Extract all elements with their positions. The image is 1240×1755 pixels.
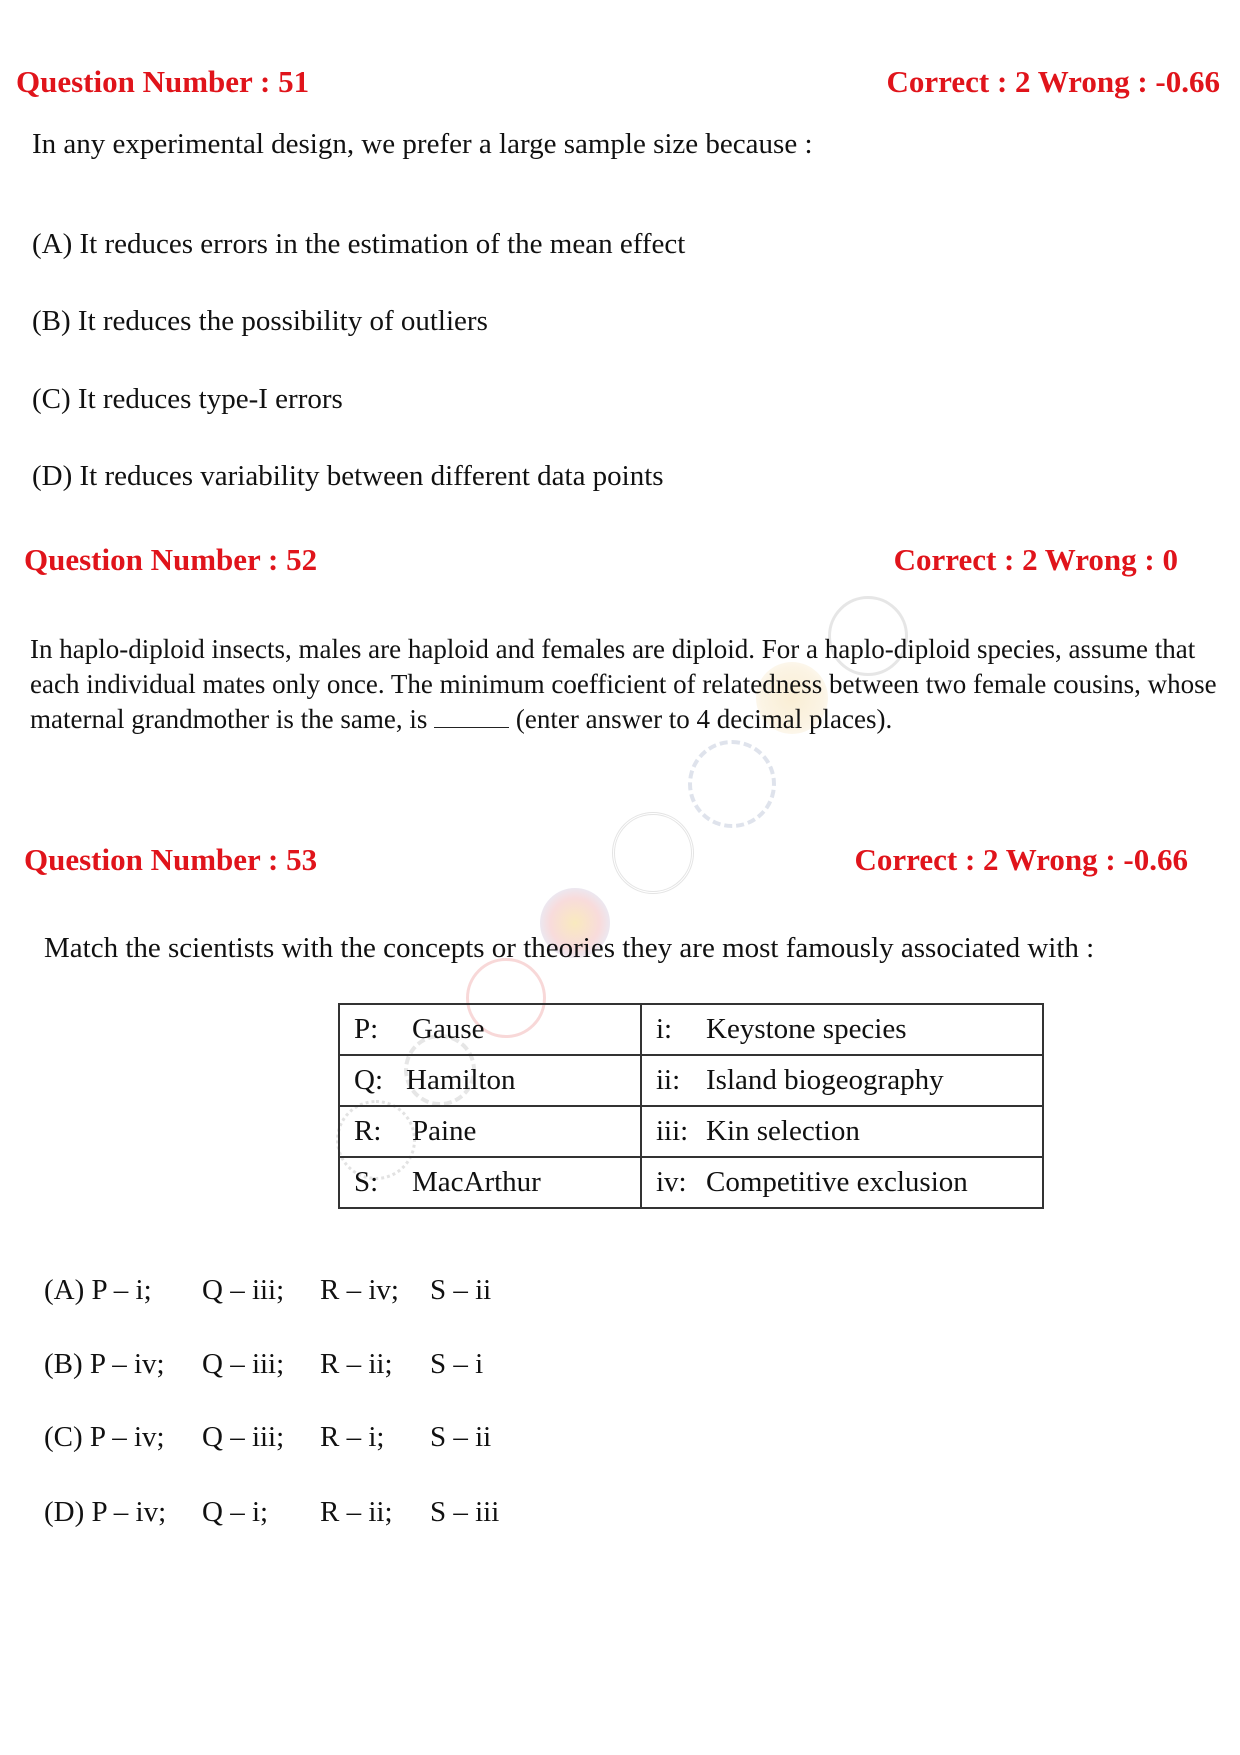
table-cell-concept xyxy=(641,1157,1043,1208)
row-key: S: xyxy=(354,1166,379,1198)
q53-option-a xyxy=(44,1274,491,1307)
table-row xyxy=(339,1004,1043,1055)
q53-header: Question Number : 53 xyxy=(24,842,318,877)
table-cell-concept xyxy=(641,1004,1043,1055)
watermark-seal xyxy=(612,812,694,894)
concept-name: Competitive exclusion xyxy=(706,1166,968,1198)
scientist-name: Gause xyxy=(412,1013,485,1045)
option-part: S – iii xyxy=(430,1496,500,1528)
scientist-name: MacArthur xyxy=(412,1166,541,1198)
table-row xyxy=(339,1157,1043,1208)
watermark-gear xyxy=(688,740,776,828)
q51-option-b: (B) It reduces the possibility of outliers xyxy=(32,305,488,337)
q51-question: In any experimental design, we prefer a large sample size because : xyxy=(32,128,813,160)
option-part: S – ii xyxy=(430,1421,492,1453)
q53-marks: Correct : 2 Wrong : -0.66 xyxy=(854,842,1188,877)
concept-name: Island biogeography xyxy=(706,1064,944,1096)
option-part: S – i xyxy=(430,1348,484,1380)
row-key: ii: xyxy=(656,1064,681,1096)
table-cell-scientist xyxy=(339,1055,641,1106)
row-key: i: xyxy=(656,1013,673,1045)
table-row xyxy=(339,1106,1043,1157)
concept-name: Kin selection xyxy=(706,1115,860,1147)
row-key: Q: xyxy=(354,1064,383,1096)
q53-option-b xyxy=(44,1348,483,1381)
concept-name: Keystone species xyxy=(706,1013,907,1045)
option-part: Q – iii; xyxy=(202,1274,285,1306)
option-part: Q – iii; xyxy=(202,1348,285,1380)
q53-option-c xyxy=(44,1421,491,1454)
table-row xyxy=(339,1055,1043,1106)
table-cell-scientist xyxy=(339,1004,641,1055)
q51-option-d: (D) It reduces variability between different data points xyxy=(32,460,664,492)
row-key: iii: xyxy=(656,1115,689,1147)
option-part: Q – i; xyxy=(202,1496,269,1528)
option-part: Q – iii; xyxy=(202,1421,285,1453)
option-part: (D) P – iv; xyxy=(44,1496,167,1528)
match-table xyxy=(338,1003,1044,1209)
table-cell-scientist xyxy=(339,1157,641,1208)
option-part: (A) P – i; xyxy=(44,1274,152,1306)
q52-question-instruction: (enter answer to 4 decimal places). xyxy=(515,704,893,734)
option-part: R – ii; xyxy=(320,1348,393,1380)
table-cell-concept xyxy=(641,1106,1043,1157)
q52-question xyxy=(30,632,1220,737)
q51-header: Question Number : 51 xyxy=(16,64,310,99)
table-cell-concept xyxy=(641,1055,1043,1106)
answer-blank xyxy=(434,726,509,728)
q51-marks: Correct : 2 Wrong : -0.66 xyxy=(886,64,1220,99)
q52-question-text: In haplo-diploid insects, males are haploid and females are diploid. For a haplo-diploid species, assume that each individual mates only once. The minimum coefficient of relatedness between two female cousins, whose maternal grandmother is the same, is xyxy=(30,634,1217,734)
option-part: R – ii; xyxy=(320,1496,393,1528)
table-cell-scientist xyxy=(339,1106,641,1157)
q53-question: Match the scientists with the concepts or theories they are most famously associated with : xyxy=(44,932,1095,964)
row-key: P: xyxy=(354,1013,379,1045)
option-part: R – iv; xyxy=(320,1274,399,1306)
q52-marks: Correct : 2 Wrong : 0 xyxy=(893,542,1178,577)
q51-option-a: (A) It reduces errors in the estimation of the mean effect xyxy=(32,228,686,260)
option-part: (C) P – iv; xyxy=(44,1421,165,1453)
q53-option-d xyxy=(44,1496,499,1529)
scientist-name: Paine xyxy=(412,1115,477,1147)
scientist-name: Hamilton xyxy=(406,1064,516,1096)
row-key: iv: xyxy=(656,1166,687,1198)
option-part: S – ii xyxy=(430,1274,492,1306)
option-part: R – i; xyxy=(320,1421,385,1453)
row-key: R: xyxy=(354,1115,382,1147)
option-part: (B) P – iv; xyxy=(44,1348,165,1380)
q51-option-c: (C) It reduces type-I errors xyxy=(32,383,343,415)
q52-header: Question Number : 52 xyxy=(24,542,318,577)
